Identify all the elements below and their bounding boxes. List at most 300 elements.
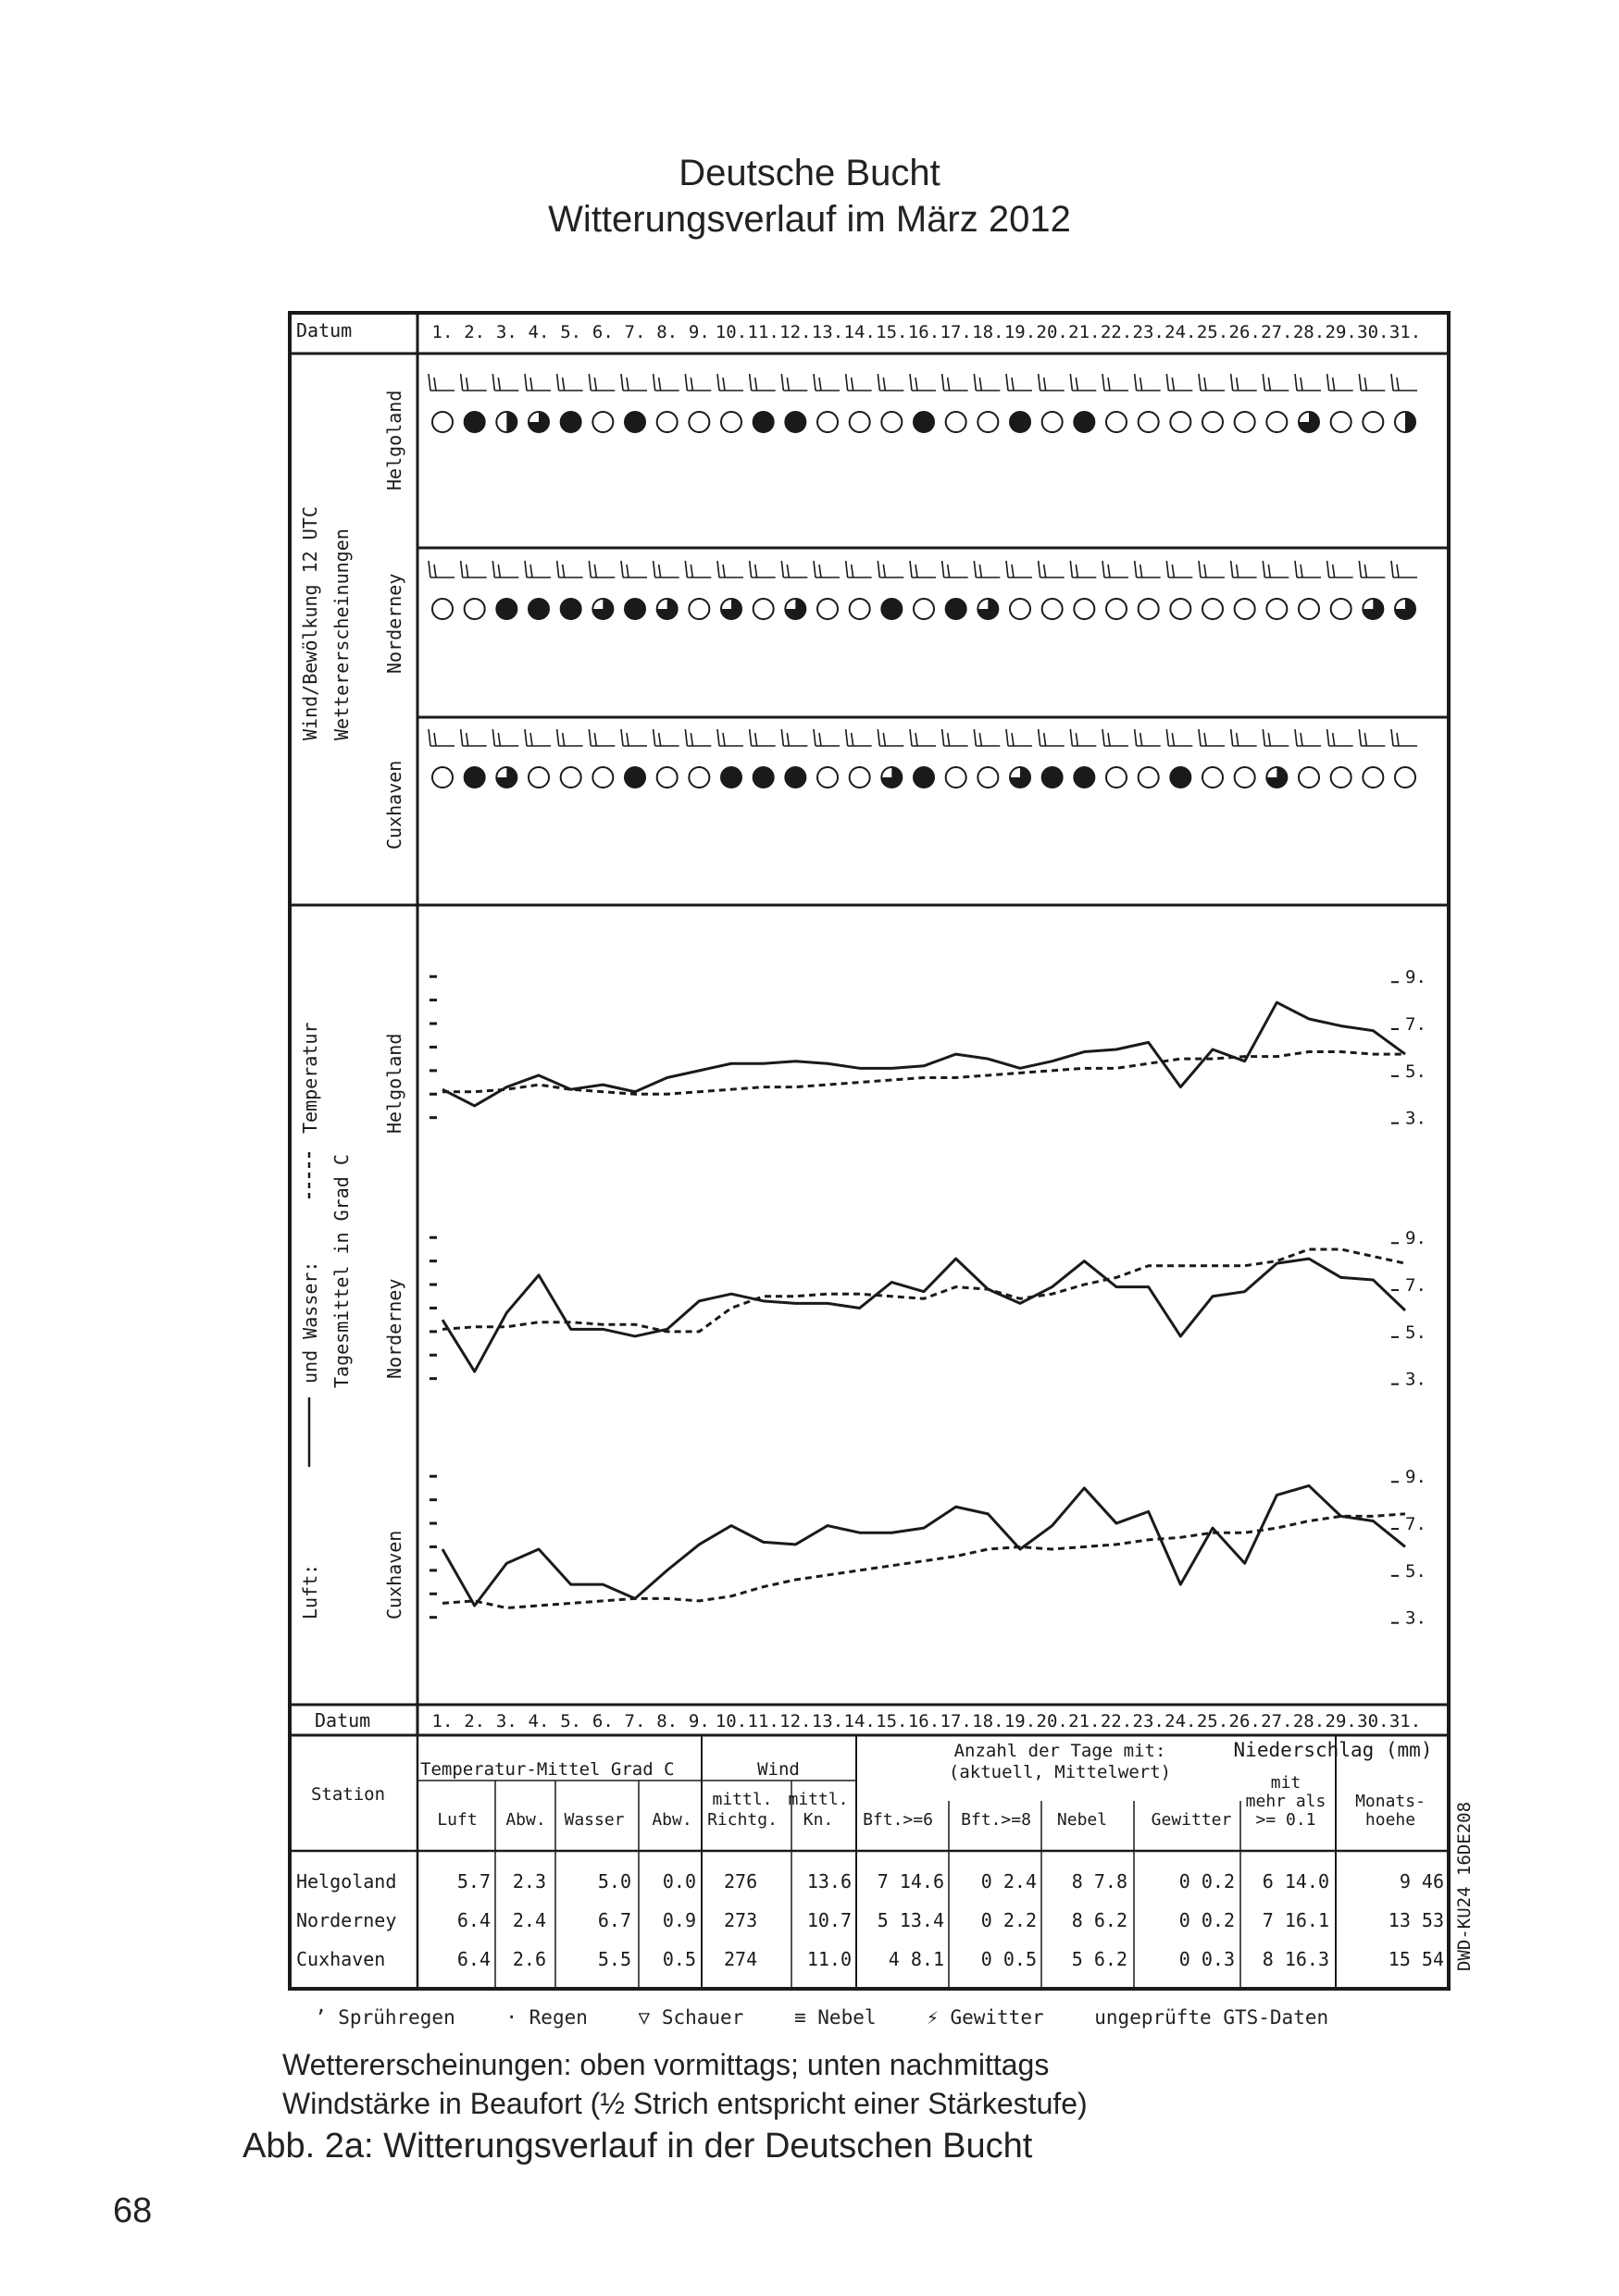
- wind-barb-icon: [1070, 374, 1096, 391]
- table-cell-bft6: 7 14.6: [877, 1870, 944, 1893]
- wind-barb-icon: [557, 561, 583, 577]
- th-precip: Niederschlag (mm): [1233, 1739, 1433, 1761]
- day-tick-label: 18.: [972, 322, 1004, 342]
- wind-barb-icon: [974, 374, 1000, 391]
- cloud-cover-mark: [850, 767, 870, 788]
- cloud-cover-mark: [1235, 599, 1255, 619]
- th-richtg-1: mittl.: [712, 1790, 773, 1809]
- cloud-cover-mark: [432, 412, 453, 432]
- day-tick-label: 30.: [1357, 322, 1389, 342]
- cloud-cover-mark: [561, 767, 581, 788]
- day-tick-label: 24.: [1164, 322, 1197, 342]
- cloud-cover-mark: [689, 599, 709, 619]
- cloud-cover-mark: [1170, 599, 1190, 619]
- th-abw: Abw.: [505, 1810, 546, 1830]
- wind-barb-icon: [846, 561, 872, 577]
- wind-barb-icon: [942, 374, 968, 391]
- y-tick-label: 9.: [1405, 967, 1426, 988]
- wind-barb-icon: [846, 729, 872, 746]
- table-cell-abw2: 0.0: [662, 1870, 696, 1893]
- y-tick-label: 3.: [1405, 1607, 1426, 1629]
- y-tick-label: 7.: [1405, 1514, 1426, 1535]
- cloud-cover-fill: [506, 412, 517, 432]
- table-cell-nebel: 8 7.8: [1071, 1870, 1127, 1893]
- wind-barb-icon: [1166, 561, 1192, 577]
- cloud-cover-mark: [946, 767, 966, 788]
- th-abw2: Abw.: [652, 1810, 692, 1830]
- day-tick-label: 23.: [1132, 322, 1164, 342]
- temperature-panels: [430, 967, 1426, 1628]
- cloud-cover-mark: [1331, 599, 1351, 619]
- wind-barb-icon: [878, 374, 903, 391]
- day-tick-label: 4.: [528, 1711, 550, 1731]
- wind-barb-icon: [814, 729, 840, 746]
- wind-barb-icon: [1295, 374, 1321, 391]
- wind-barb-icon: [1102, 729, 1128, 746]
- wind-barb-icon: [492, 374, 518, 391]
- th-days-2: (aktuell, Mittelwert): [948, 1762, 1172, 1782]
- cloud-cover-fill: [753, 767, 774, 788]
- wind-barb-icon: [781, 729, 807, 746]
- wind-barb-icon: [974, 561, 1000, 577]
- wind-barb-icon: [846, 374, 872, 391]
- wind-barb-icon: [1359, 729, 1385, 746]
- station-label-cuxhaven-weather: Cuxhaven: [383, 760, 405, 850]
- wind-barb-icon: [557, 729, 583, 746]
- cloud-cover-mark: [978, 767, 998, 788]
- table-cell-abw: 2.6: [512, 1948, 546, 1970]
- table-cell-richtg: 276: [724, 1870, 758, 1893]
- cloud-cover-mark: [1202, 412, 1223, 432]
- day-tick-label: 17.: [940, 322, 972, 342]
- th-kn-1: mittl.: [788, 1790, 849, 1809]
- wind-barb-icon: [781, 374, 807, 391]
- day-axis-top: [432, 322, 1422, 342]
- th-bft8: Bft.>=8: [961, 1810, 1031, 1830]
- wind-barb-icon: [1166, 374, 1192, 391]
- cloud-cover-mark: [1074, 599, 1094, 619]
- cloud-cover-mark: [592, 767, 613, 788]
- day-tick-label: 2.: [464, 1711, 486, 1731]
- legend-gewitter: ⚡ Gewitter: [927, 2006, 1044, 2029]
- chart-title-line2: Witterungsverlauf im März 2012: [548, 199, 1071, 240]
- y-tick-label: 9.: [1405, 1467, 1426, 1488]
- wind-barb-icon: [717, 729, 743, 746]
- wind-barb-icon: [1263, 729, 1289, 746]
- weather-axis-label: Wettererscheinungen: [330, 528, 353, 740]
- table-cell-bft8: 0 0.5: [980, 1948, 1037, 1970]
- table-cell-richtg: 274: [724, 1948, 758, 1970]
- day-tick-label: 5.: [560, 322, 582, 342]
- cloud-cover-fill: [785, 767, 805, 788]
- figure-caption: Abb. 2a: Witterungsverlauf in der Deutschen Bucht: [243, 2127, 1033, 2166]
- cloud-cover-mark: [1106, 412, 1127, 432]
- day-tick-label: 26.: [1228, 1711, 1261, 1731]
- day-tick-label: 1.: [431, 322, 454, 342]
- cloud-cover-fill: [1405, 412, 1415, 432]
- wind-barb-icon: [589, 729, 615, 746]
- table-cell-mehr: 6 14.0: [1262, 1870, 1329, 1893]
- cloud-cover-mark: [1331, 767, 1351, 788]
- wind-barb-icon: [1359, 561, 1385, 577]
- wind-barb-icon: [781, 561, 807, 577]
- table-cell-wasser: 5.5: [597, 1948, 631, 1970]
- cloud-cover-fill: [465, 412, 485, 432]
- wind-barb-icon: [461, 729, 487, 746]
- table-cell-bft8: 0 2.4: [980, 1870, 1037, 1893]
- cloud-cover-mark: [817, 599, 838, 619]
- table-cell-kn: 10.7: [806, 1909, 852, 1931]
- cloud-cover-mark: [529, 767, 549, 788]
- cloud-cover-mark: [1042, 599, 1063, 619]
- day-tick-label: 15.: [876, 1711, 908, 1731]
- day-tick-label: 1.: [431, 1711, 454, 1731]
- day-tick-label: 16.: [907, 322, 940, 342]
- table-cell-kn: 13.6: [806, 1870, 852, 1893]
- chart-frame: [290, 313, 1449, 1989]
- cloud-cover-fill: [881, 599, 902, 619]
- note-line-2: Windstärke in Beaufort (½ Strich entspricht einer Stärkestufe): [282, 2087, 1088, 2120]
- day-tick-label: 22.: [1100, 1711, 1133, 1731]
- cloud-cover-mark: [753, 599, 774, 619]
- cloud-cover-fill: [465, 767, 485, 788]
- wind-barb-icon: [1135, 729, 1161, 746]
- day-tick-label: 15.: [876, 322, 908, 342]
- wind-barb-icon: [1199, 561, 1225, 577]
- table-cell-monat: 9 46: [1399, 1870, 1444, 1893]
- wind-barb-icon: [910, 561, 936, 577]
- cloud-cover-mark: [689, 767, 709, 788]
- day-tick-label: 25.: [1196, 1711, 1229, 1731]
- cloud-cover-mark: [657, 767, 678, 788]
- day-tick-label: 2.: [464, 322, 486, 342]
- day-tick-label: 12.: [779, 1711, 812, 1731]
- luft-series-line: [442, 1485, 1405, 1606]
- day-tick-label: 3.: [495, 322, 517, 342]
- wind-barb-icon: [1070, 729, 1096, 746]
- wind-barb-icon: [974, 729, 1000, 746]
- wind-barb-icon: [654, 561, 679, 577]
- wind-barb-icon: [1231, 729, 1257, 746]
- day-tick-label: 29.: [1325, 1711, 1357, 1731]
- th-wind: Wind: [757, 1759, 800, 1780]
- th-bft6: Bft.>=6: [863, 1810, 933, 1830]
- wind-barb-icon: [1006, 729, 1032, 746]
- cloud-cover-mark: [1299, 767, 1319, 788]
- day-tick-label: 10.: [715, 1711, 748, 1731]
- th-station: Station: [310, 1784, 386, 1805]
- wind-barb-icon: [685, 561, 711, 577]
- y-tick-label: 5.: [1405, 1322, 1426, 1343]
- wind-barb-icon: [1295, 729, 1321, 746]
- wind-barb-icon: [717, 374, 743, 391]
- wind-barb-icon: [1006, 561, 1032, 577]
- day-tick-label: 24.: [1164, 1711, 1197, 1731]
- wind-barb-icon: [1231, 374, 1257, 391]
- cloud-cover-mark: [689, 412, 709, 432]
- wind-barb-icon: [750, 729, 776, 746]
- wind-barb-icon: [1006, 374, 1032, 391]
- day-tick-label: 22.: [1100, 322, 1133, 342]
- cloud-cover-fill: [753, 412, 774, 432]
- cloud-cover-mark: [1395, 767, 1415, 788]
- cloud-cover-fill: [561, 412, 581, 432]
- table-cell-abw2: 0.9: [662, 1909, 696, 1931]
- wind-barb-icon: [717, 561, 743, 577]
- wind-barb-icon: [942, 561, 968, 577]
- cloud-cover-fill: [625, 599, 645, 619]
- cloud-cover-mark: [1266, 412, 1287, 432]
- day-tick-label: 27.: [1261, 1711, 1293, 1731]
- wind-barb-icon: [1102, 561, 1128, 577]
- table-cell-monat: 13 53: [1388, 1909, 1444, 1931]
- th-kn-2: Kn.: [803, 1810, 834, 1830]
- cloud-cover-mark: [1299, 599, 1319, 619]
- cloud-cover-fill: [946, 599, 966, 619]
- cloud-cover-mark: [1042, 412, 1063, 432]
- y-tick-label: 7.: [1405, 1014, 1426, 1036]
- th-days-1: Anzahl der Tage mit:: [953, 1741, 1166, 1761]
- wind-barb-icon: [1263, 561, 1289, 577]
- y-tick-label: 9.: [1405, 1228, 1426, 1249]
- luft-axis-label: Luft:: [299, 1563, 321, 1620]
- wind-barb-icon: [1070, 561, 1096, 577]
- cloud-cover-fill: [1170, 767, 1190, 788]
- wind-barb-icon: [429, 561, 455, 577]
- station-label-norderney-weather: Norderney: [383, 573, 405, 674]
- table-cell-abw2: 0.5: [662, 1948, 696, 1970]
- day-tick-label: 9.: [688, 1711, 710, 1731]
- day-tick-label: 9.: [688, 322, 710, 342]
- day-tick-label: 12.: [779, 322, 812, 342]
- th-richtg-2: Richtg.: [707, 1810, 778, 1830]
- table-cell-gewitter: 0 0.2: [1178, 1909, 1235, 1931]
- table-cell-monat: 15 54: [1388, 1948, 1444, 1970]
- day-tick-label: 31.: [1389, 1711, 1422, 1731]
- datum-label-top: Datum: [296, 319, 353, 341]
- cloud-cover-mark: [1106, 599, 1127, 619]
- cloud-cover-mark: [850, 412, 870, 432]
- table-cell-kn: 11.0: [806, 1948, 852, 1970]
- day-tick-label: 19.: [1003, 322, 1037, 342]
- station-label-helgoland-weather: Helgoland: [383, 390, 405, 490]
- day-tick-label: 13.: [811, 322, 844, 342]
- wind-barb-icon: [750, 561, 776, 577]
- cloud-cover-fill: [561, 599, 581, 619]
- cloud-cover-fill: [1074, 412, 1094, 432]
- table-cell-wasser: 6.7: [597, 1909, 631, 1931]
- th-luft: Luft: [437, 1810, 478, 1830]
- y-tick-label: 7.: [1405, 1275, 1426, 1297]
- cloud-cover-mark: [1235, 767, 1255, 788]
- table-cell-luft: 6.4: [456, 1909, 491, 1931]
- temperature-axis-label: Temperatur: [299, 1022, 321, 1134]
- wind-barb-icon: [492, 561, 518, 577]
- day-tick-label: 25.: [1196, 322, 1229, 342]
- cloud-cover-mark: [432, 767, 453, 788]
- day-tick-label: 14.: [843, 322, 876, 342]
- table-cell-bft8: 0 2.2: [980, 1909, 1037, 1931]
- day-tick-label: 6.: [592, 322, 614, 342]
- wind-barb-icon: [525, 729, 551, 746]
- wind-barb-icon: [685, 374, 711, 391]
- day-tick-label: 21.: [1068, 322, 1101, 342]
- th-gewitter: Gewitter: [1151, 1810, 1232, 1830]
- day-tick-label: 20.: [1036, 1711, 1068, 1731]
- day-tick-label: 19.: [1003, 1711, 1037, 1731]
- cloud-cover-mark: [1202, 599, 1223, 619]
- th-mehr-2: mehr als: [1245, 1792, 1326, 1811]
- cloud-cover-mark: [592, 412, 613, 432]
- table-cell-wasser: 5.0: [597, 1870, 631, 1893]
- th-wasser: Wasser: [564, 1810, 625, 1830]
- wind-barb-icon: [1391, 561, 1417, 577]
- day-tick-label: 11.: [747, 1711, 779, 1731]
- tagesmittel-axis-label: Tagesmittel in Grad C: [330, 1154, 353, 1388]
- wind-barb-icon: [1327, 374, 1353, 391]
- table-cell-richtg: 273: [724, 1909, 758, 1931]
- wind-barb-icon: [814, 561, 840, 577]
- th-mehr-1: mit: [1270, 1773, 1301, 1793]
- day-tick-label: 8.: [656, 1711, 679, 1731]
- legend-schauer: ▽ Schauer: [638, 2006, 744, 2029]
- wind-barb-icon: [525, 374, 551, 391]
- table-cell-mehr: 8 16.3: [1262, 1948, 1329, 1970]
- table-cell-bft6: 4 8.1: [888, 1948, 944, 1970]
- wind-cloud-axis-label: Wind/Bewölkung 12 UTC: [299, 506, 321, 740]
- legend-gts: ungeprüfte GTS-Daten: [1094, 2006, 1329, 2029]
- table-cell-station: Helgoland: [296, 1870, 397, 1893]
- cloud-cover-fill: [914, 412, 934, 432]
- summary-table: [290, 1735, 1449, 1989]
- cloud-cover-mark: [465, 599, 485, 619]
- cloud-cover-mark: [1202, 767, 1223, 788]
- cloud-cover-mark: [1139, 412, 1159, 432]
- y-tick-label: 5.: [1405, 1560, 1426, 1582]
- day-tick-label: 8.: [656, 322, 679, 342]
- wind-barb-icon: [1166, 729, 1192, 746]
- cloud-cover-mark: [1331, 412, 1351, 432]
- table-cell-luft: 5.7: [456, 1870, 491, 1893]
- note-line-1: Wettererscheinungen: oben vormittags; unten nachmittags: [282, 2048, 1050, 2081]
- day-tick-label: 18.: [972, 1711, 1004, 1731]
- cloud-cover-mark: [1139, 767, 1159, 788]
- cloud-cover-fill: [914, 767, 934, 788]
- wind-barb-icon: [429, 374, 455, 391]
- cloud-cover-fill: [529, 599, 549, 619]
- wind-barb-icon: [654, 729, 679, 746]
- cloud-cover-mark: [432, 599, 453, 619]
- wind-barb-icon: [1263, 374, 1289, 391]
- wind-barb-icon: [878, 561, 903, 577]
- wind-barb-icon: [557, 374, 583, 391]
- legend-spruehregen: ʼ Sprühregen: [315, 2006, 455, 2029]
- wind-barb-icon: [621, 561, 647, 577]
- th-mehr-3: >= 0.1: [1255, 1810, 1316, 1830]
- th-temp: Temperatur-Mittel Grad C: [420, 1759, 675, 1780]
- wind-barb-icon: [1391, 729, 1417, 746]
- day-tick-label: 29.: [1325, 322, 1357, 342]
- day-tick-label: 20.: [1036, 322, 1068, 342]
- table-cell-abw: 2.3: [512, 1870, 546, 1893]
- wind-barb-icon: [525, 561, 551, 577]
- wind-barb-icon: [1295, 561, 1321, 577]
- wind-barb-icon: [1135, 374, 1161, 391]
- day-tick-label: 31.: [1389, 322, 1422, 342]
- day-tick-label: 11.: [747, 322, 779, 342]
- table-cell-abw: 2.4: [512, 1909, 546, 1931]
- station-label-cuxhaven-temp: Cuxhaven: [383, 1530, 405, 1620]
- cloud-cover-fill: [785, 412, 805, 432]
- y-tick-label: 3.: [1405, 1108, 1426, 1129]
- cloud-cover-fill: [1010, 412, 1030, 432]
- day-tick-label: 14.: [843, 1711, 876, 1731]
- day-tick-label: 5.: [560, 1711, 582, 1731]
- legend-regen: · Regen: [505, 2006, 588, 2029]
- table-cell-gewitter: 0 0.2: [1178, 1870, 1235, 1893]
- day-tick-label: 10.: [715, 322, 748, 342]
- day-tick-label: 13.: [811, 1711, 844, 1731]
- y-tick-label: 5.: [1405, 1061, 1426, 1082]
- day-tick-label: 17.: [940, 1711, 972, 1731]
- table-cell-bft6: 5 13.4: [877, 1909, 944, 1931]
- day-tick-label: 6.: [592, 1711, 614, 1731]
- wind-barb-icon: [621, 729, 647, 746]
- cloud-cover-fill: [721, 767, 741, 788]
- cloud-cover-mark: [817, 767, 838, 788]
- wind-barb-icon: [878, 729, 903, 746]
- wind-barb-icon: [1391, 374, 1417, 391]
- cloud-cover-mark: [817, 412, 838, 432]
- table-cell-station: Cuxhaven: [296, 1948, 386, 1970]
- day-tick-label: 28.: [1292, 1711, 1326, 1731]
- day-tick-label: 7.: [624, 1711, 646, 1731]
- table-cell-nebel: 8 6.2: [1071, 1909, 1127, 1931]
- wind-barb-icon: [1039, 561, 1065, 577]
- chart-notes: [282, 2045, 1088, 2123]
- day-tick-label: 4.: [528, 322, 550, 342]
- table-cell-mehr: 7 16.1: [1262, 1909, 1329, 1931]
- wind-barb-icon: [910, 374, 936, 391]
- cloud-cover-mark: [946, 412, 966, 432]
- station-label-helgoland-temp: Helgoland: [383, 1033, 405, 1134]
- chart-title-line1: Deutsche Bucht: [679, 153, 940, 193]
- weather-rows: [429, 374, 1417, 788]
- wind-barb-icon: [814, 374, 840, 391]
- symbol-legend: [315, 2006, 1426, 2029]
- cloud-cover-mark: [1106, 767, 1127, 788]
- wind-barb-icon: [1231, 561, 1257, 577]
- wind-barb-icon: [1199, 729, 1225, 746]
- wasser-axis-label: und Wasser:: [299, 1260, 321, 1384]
- wind-barb-icon: [1102, 374, 1128, 391]
- cloud-cover-mark: [881, 412, 902, 432]
- wind-barb-icon: [942, 729, 968, 746]
- wind-barb-icon: [654, 374, 679, 391]
- cloud-cover-mark: [1235, 412, 1255, 432]
- legend-nebel: ≡ Nebel: [794, 2006, 877, 2029]
- day-tick-label: 21.: [1068, 1711, 1101, 1731]
- cloud-cover-mark: [1363, 412, 1383, 432]
- day-tick-label: 23.: [1132, 1711, 1164, 1731]
- wind-barb-icon: [1039, 729, 1065, 746]
- wind-barb-icon: [685, 729, 711, 746]
- wind-barb-icon: [429, 729, 455, 746]
- cloud-cover-mark: [657, 412, 678, 432]
- cloud-cover-mark: [914, 599, 934, 619]
- wind-barb-icon: [1327, 729, 1353, 746]
- datum-label-bottom: Datum: [315, 1709, 371, 1731]
